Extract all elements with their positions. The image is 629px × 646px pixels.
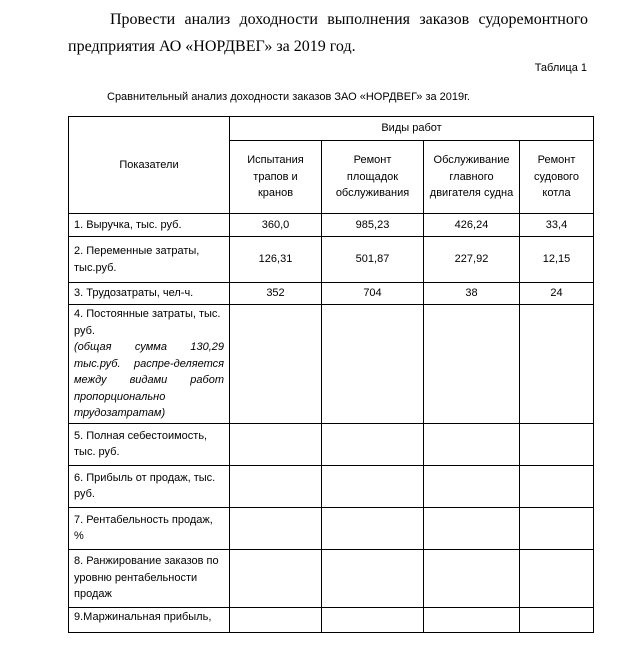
table-cell [322,607,424,632]
table-cell: 985,23 [322,214,424,237]
table-cell [322,423,424,465]
row-label: 2. Переменные затраты, тыс.руб. [69,237,230,283]
table-row [69,423,594,465]
table-cell: 501,87 [322,237,424,283]
table-row [69,607,594,632]
table-cell [520,507,594,549]
table-caption: Сравнительный анализ доходности заказов ЗАО «НОРДВЕГ» за 2019г. [107,91,470,103]
table-cell: 360,0 [230,214,322,237]
row-label: 7. Рентабельность продаж, % [69,507,230,549]
row-label: 9.Маржинальная прибыль, [69,607,230,632]
table-cell: 426,24 [424,214,520,237]
table-cell: 352 [230,283,322,305]
row-label: 3. Трудозатраты, чел-ч. [69,283,230,305]
table-cell: 38 [424,283,520,305]
table-cell: 704 [322,283,424,305]
column-header: Испытания трапов и кранов [230,141,322,214]
column-header: Ремонт судового котла [520,141,594,214]
table-cell [230,465,322,507]
table-number: Таблица 1 [534,62,587,74]
table-cell [230,549,322,607]
table-cell [424,607,520,632]
table-cell [424,507,520,549]
table-cell [322,305,424,424]
table-cell [424,465,520,507]
header-work-types: Виды работ [230,117,594,141]
column-header: Ремонт площадок обслуживания [322,141,424,214]
table-cell [520,423,594,465]
table-cell [520,549,594,607]
column-header: Обслуживание главного двигателя судна [424,141,520,214]
table-cell: 227,92 [424,237,520,283]
row-label-fixed-costs [69,305,230,424]
table-cell [230,607,322,632]
table-row [69,507,594,549]
row-label-note: (общая сумма 130,29 тыс.руб. распре-деляется между видами работ пропорционально трудозатратам) [74,341,224,419]
table-cell [230,305,322,424]
table-cell: 12,15 [520,237,594,283]
table-cell [322,549,424,607]
row-label: 5. Полная себестоимость, тыс. руб. [69,423,230,465]
table-cell [424,549,520,607]
row-label: 1. Выручка, тыс. руб. [69,214,230,237]
table-cell [322,507,424,549]
table-cell [230,507,322,549]
table-row [69,549,594,607]
row-label: 4. Постоянные затраты, тыс. руб. [74,308,221,337]
table-cell [424,305,520,424]
table-row [69,283,594,305]
table-row [69,214,594,237]
table-cell [520,465,594,507]
header-indicators: Показатели [69,117,230,214]
table-row [69,305,594,424]
table-header-row [69,117,594,141]
table-cell: 126,31 [230,237,322,283]
table-row [69,465,594,507]
table-cell [230,423,322,465]
profitability-table [68,116,594,633]
row-label: 6. Прибыль от продаж, тыс. руб. [69,465,230,507]
table-cell: 24 [520,283,594,305]
table-row [69,237,594,283]
task-statement: Провести анализ доходности выполнения заказов судоремонтного предприятия АО «НОРДВЕГ» за 2019 год. [68,11,588,55]
row-label: 8. Ранжирование заказов по уровню рентабельности продаж [69,549,230,607]
table-cell [520,305,594,424]
table-cell: 33,4 [520,214,594,237]
table-cell [520,607,594,632]
table-cell [424,423,520,465]
table-cell [322,465,424,507]
